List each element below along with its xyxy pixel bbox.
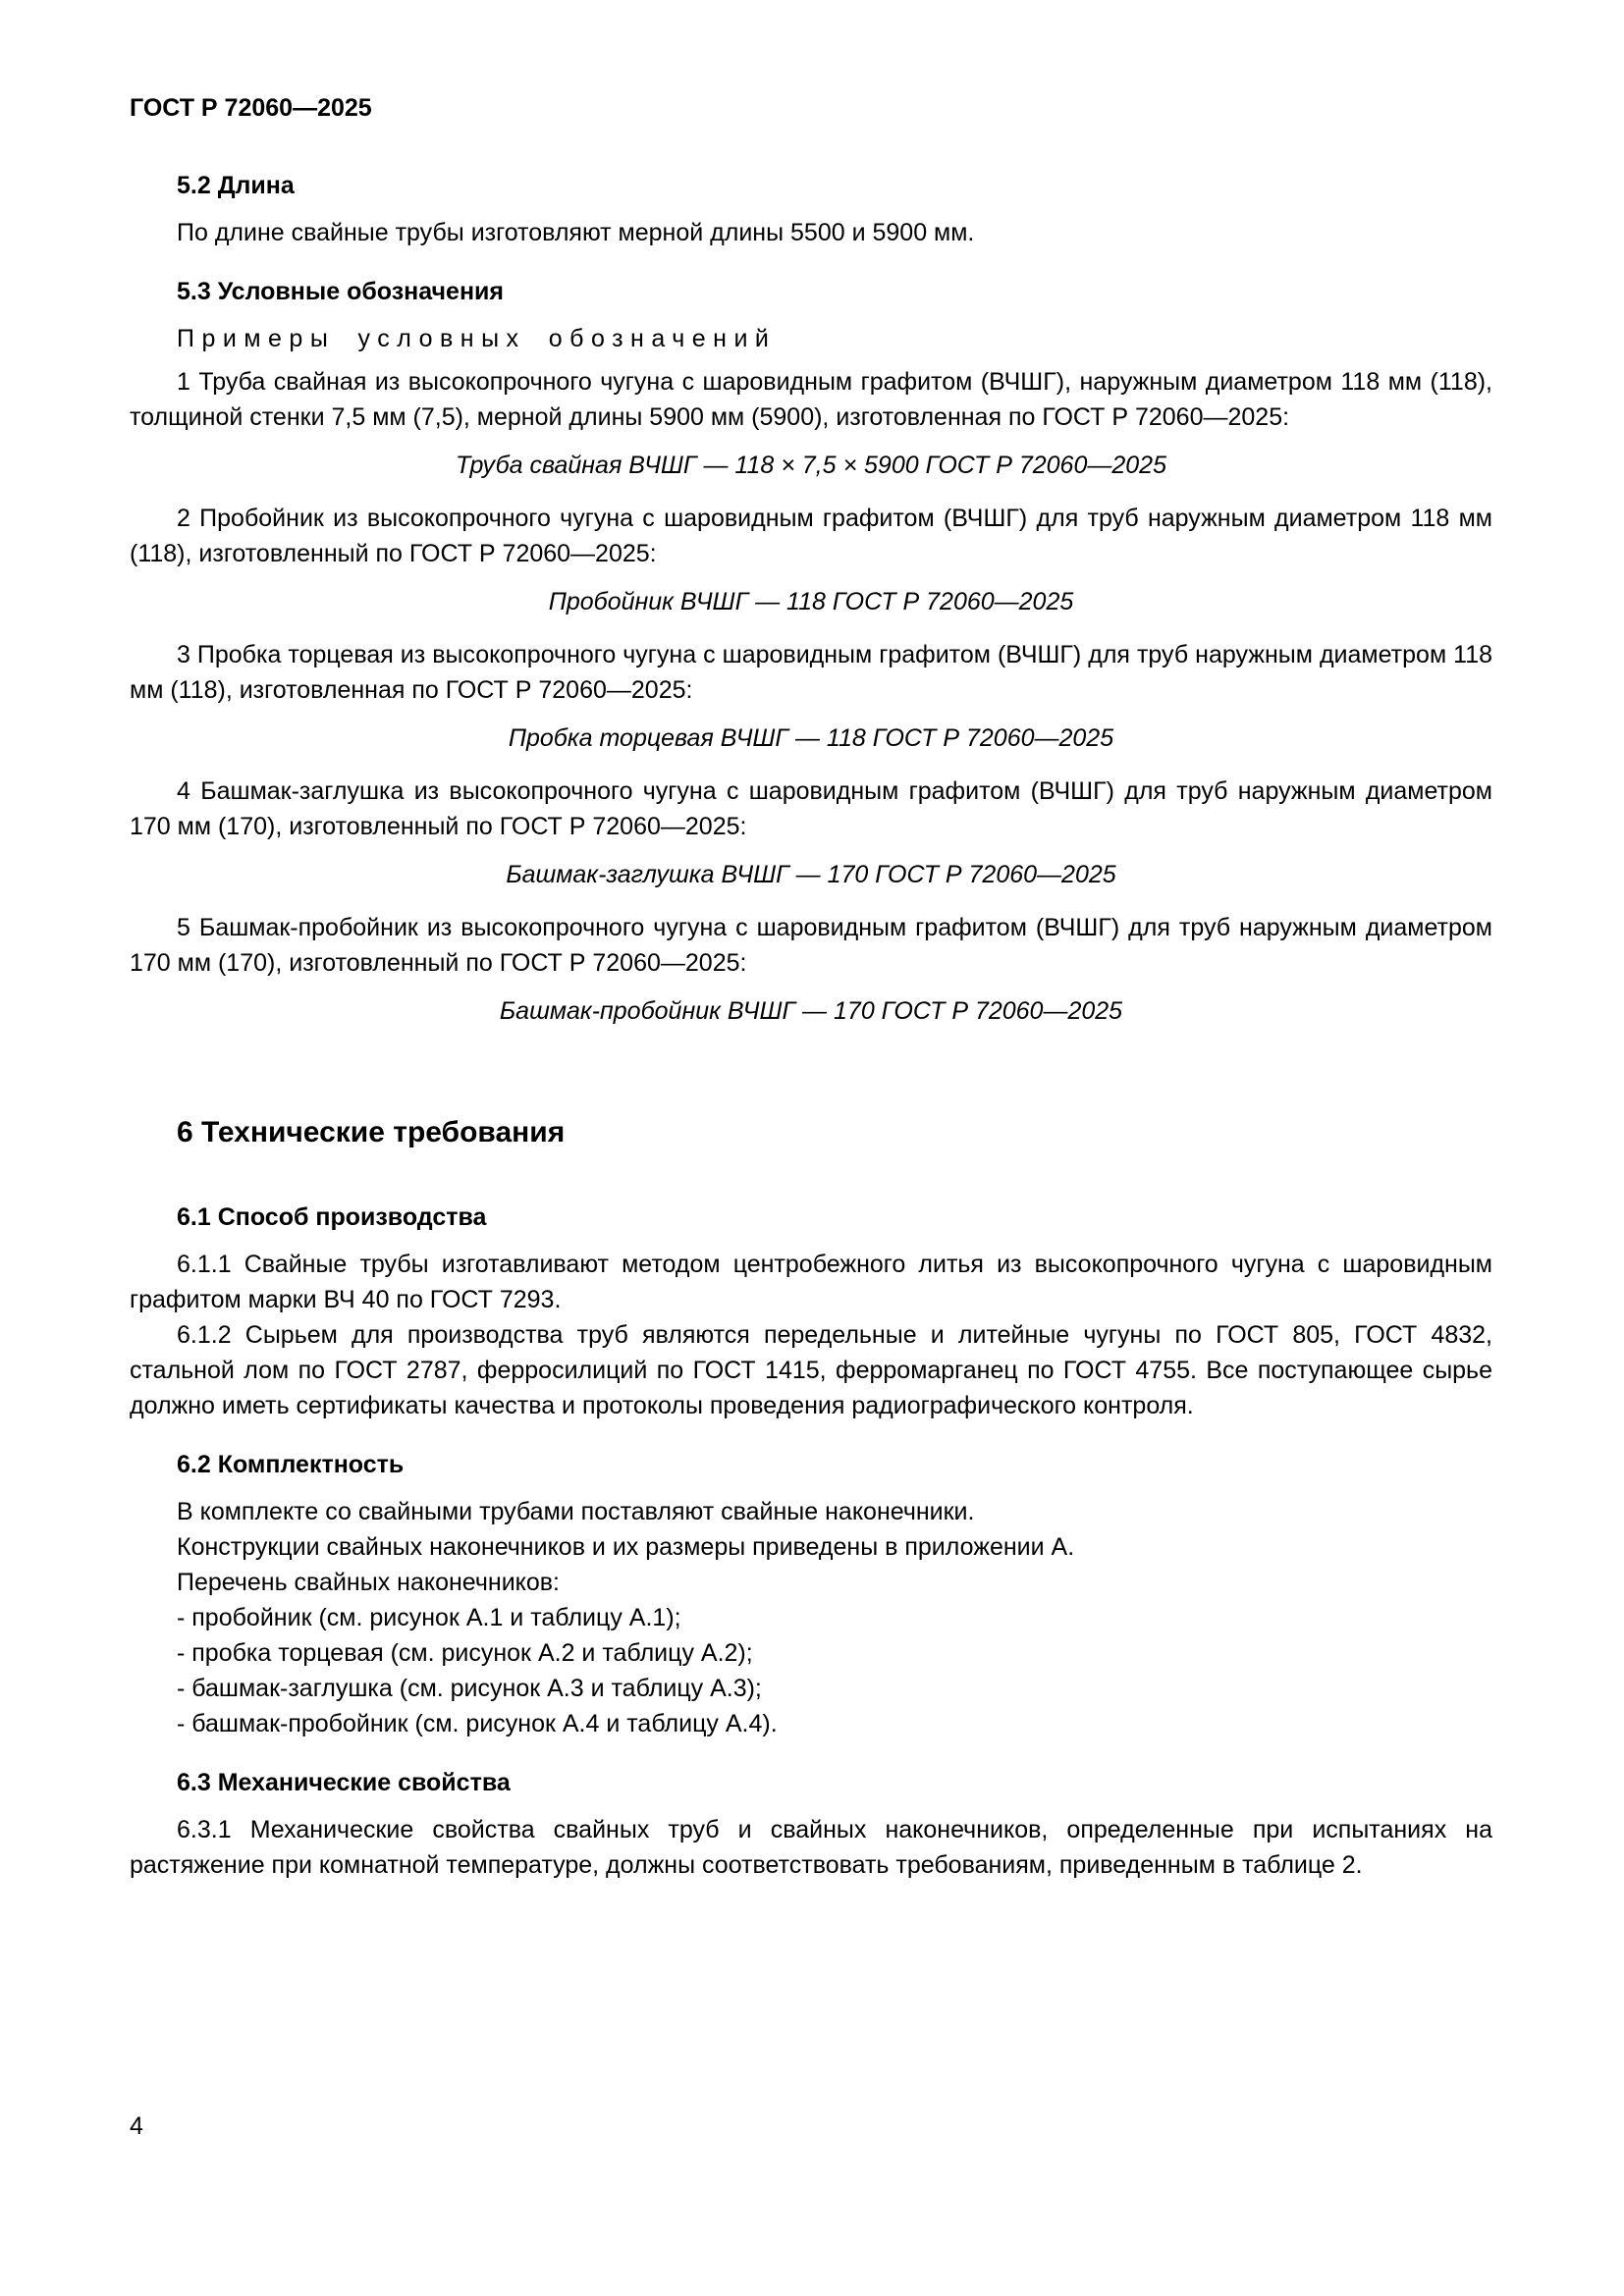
section-6-1-2-paragraph: 6.1.2 Сырьем для производства труб являются передельные и литейные чугуны по ГОСТ 805, ГОСТ 4832, стальной лом по ГОСТ 2787, ферросилиций по ГОСТ 1415, ферромарганец по ГОСТ 4755. Все поступающее сырье должно иметь сертификаты качества и протоколы проведения радиографического контроля. [130,1321,1492,1419]
section-6-3-title: 6.3 Механические свойства [177,1769,511,1796]
section-6-1-title: 6.1 Способ производства [177,1203,487,1231]
tip-list-item-1: - пробойник (см. рисунок А.1 и таблицу А.1); [177,1604,681,1631]
designation-example-5-text: 5 Башмак-пробойник из высокопрочного чугуна с шаровидным графитом (ВЧШГ) для труб наружным диаметром 170 мм (170), изготовленный по ГОСТ Р 72060—2025: [130,914,1492,977]
page-number: 4 [130,2112,143,2140]
section-6-2-paragraph-2: Конструкции свайных наконечников и их размеры приведены в приложении А. [177,1533,1075,1561]
designation-example-2-text: 2 Пробойник из высокопрочного чугуна с шаровидным графитом (ВЧШГ) для труб наружным диаметром 118 мм (118), изготовленный по ГОСТ Р 72060—2025: [130,505,1492,567]
section-5-3-title: 5.3 Условные обозначения [177,278,505,305]
designation-example-3-formula: Пробка торцевая ВЧШГ — 118 ГОСТ Р 72060—2025 [508,724,1114,752]
designation-example-4-formula: Башмак-заглушка ВЧШГ — 170 ГОСТ Р 72060—2025 [506,861,1116,888]
tip-list-item-3: - башмак-заглушка (см. рисунок А.3 и таблицу А.3); [177,1675,762,1702]
designation-example-1-formula: Труба свайная ВЧШГ — 118 × 7,5 × 5900 ГОСТ Р 72060—2025 [456,452,1166,479]
section-6-2-paragraph-3: Перечень свайных наконечников: [177,1569,561,1596]
doc-header: ГОСТ Р 72060—2025 [130,94,372,122]
designation-example-3-text: 3 Пробка торцевая из высокопрочного чугуна с шаровидным графитом (ВЧШГ) для труб наружным диаметром 118 мм (118), изготовленная по ГОСТ Р 72060—2025: [130,641,1492,704]
section-5-2-title: 5.2 Длина [177,172,295,199]
designation-example-2-formula: Пробойник ВЧШГ — 118 ГОСТ Р 72060—2025 [548,588,1074,615]
examples-label: Примеры условных обозначений [177,325,777,352]
section-6-title: 6 Технические требования [177,1116,566,1148]
tip-list-item-2: - пробка торцевая (см. рисунок А.2 и таблицу А.2); [177,1639,753,1667]
designation-example-5-formula: Башмак-пробойник ВЧШГ — 170 ГОСТ Р 72060—2025 [499,997,1123,1025]
designation-example-4-text: 4 Башмак-заглушка из высокопрочного чугуна с шаровидным графитом (ВЧШГ) для труб наружным диаметром 170 мм (170), изготовленный по ГОСТ Р 72060—2025: [130,777,1492,840]
section-6-3-1-paragraph: 6.3.1 Механические свойства свайных труб и свайных наконечников, определенные при испытаниях на растяжение при комнатной температуре, должны соответствовать требованиям, приведенным в таблице 2. [130,1816,1492,1879]
section-6-2-title: 6.2 Комплектность [177,1451,405,1478]
tip-list-item-4: - башмак-пробойник (см. рисунок А.4 и таблицу А.4). [177,1710,778,1737]
section-6-1-1-paragraph: 6.1.1 Свайные трубы изготавливают методом центробежного литья из высокопрочного чугуна с шаровидным графитом марки ВЧ 40 по ГОСТ 7293. [130,1251,1492,1313]
section-5-2-paragraph: По длине свайные трубы изготовляют мерной длины 5500 и 5900 мм. [177,219,975,246]
designation-example-1-text: 1 Труба свайная из высокопрочного чугуна с шаровидным графитом (ВЧШГ), наружным диаметром 118 мм (118), толщиной стенки 7,5 мм (7,5), мерной длины 5900 мм (5900), изготовленная по ГОСТ Р 72060—2025: [130,368,1492,431]
section-6-2-paragraph-1: В комплекте со свайными трубами поставляют свайные наконечники. [177,1498,975,1525]
